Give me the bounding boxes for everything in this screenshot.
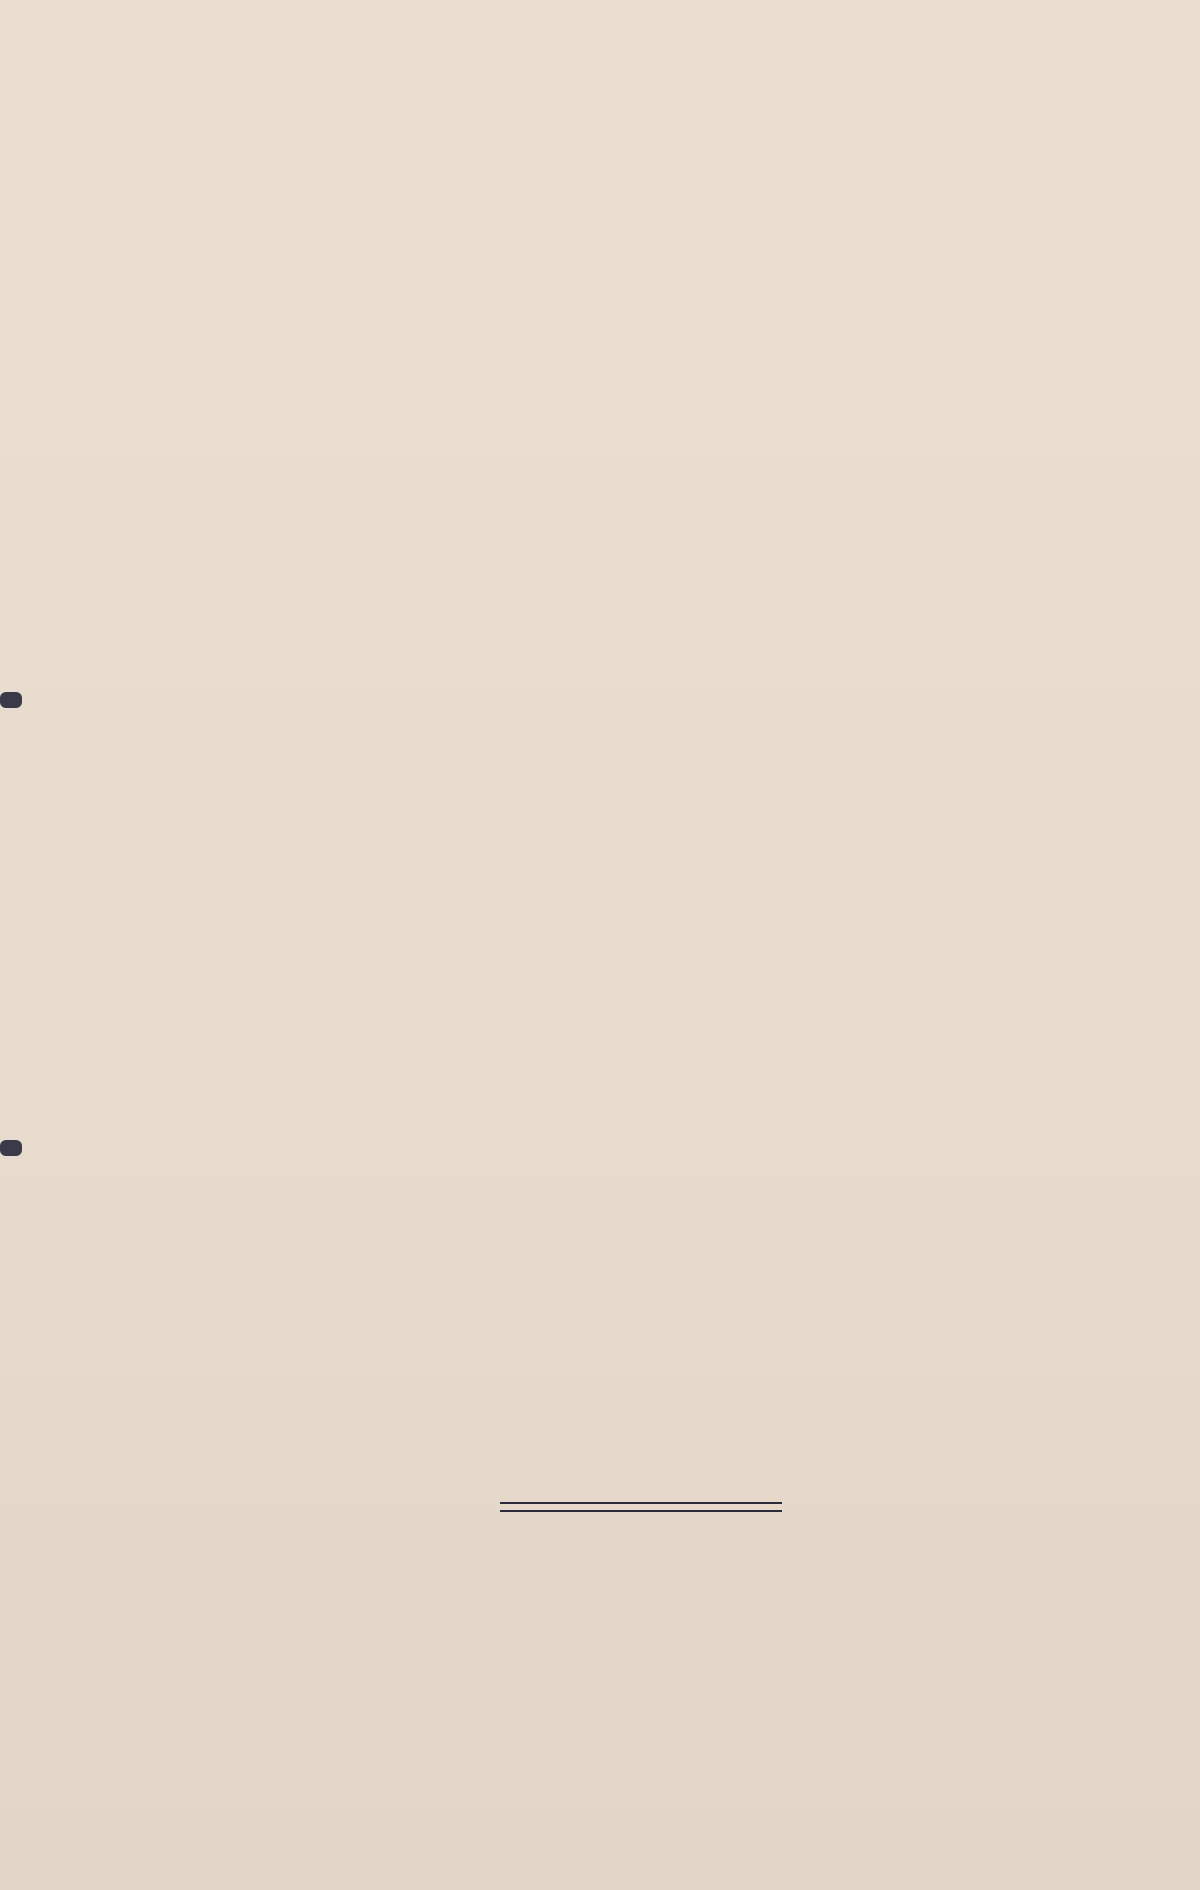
heading-underline (500, 1502, 782, 1512)
margin-mark (0, 1140, 22, 1156)
margin-mark (0, 692, 22, 708)
